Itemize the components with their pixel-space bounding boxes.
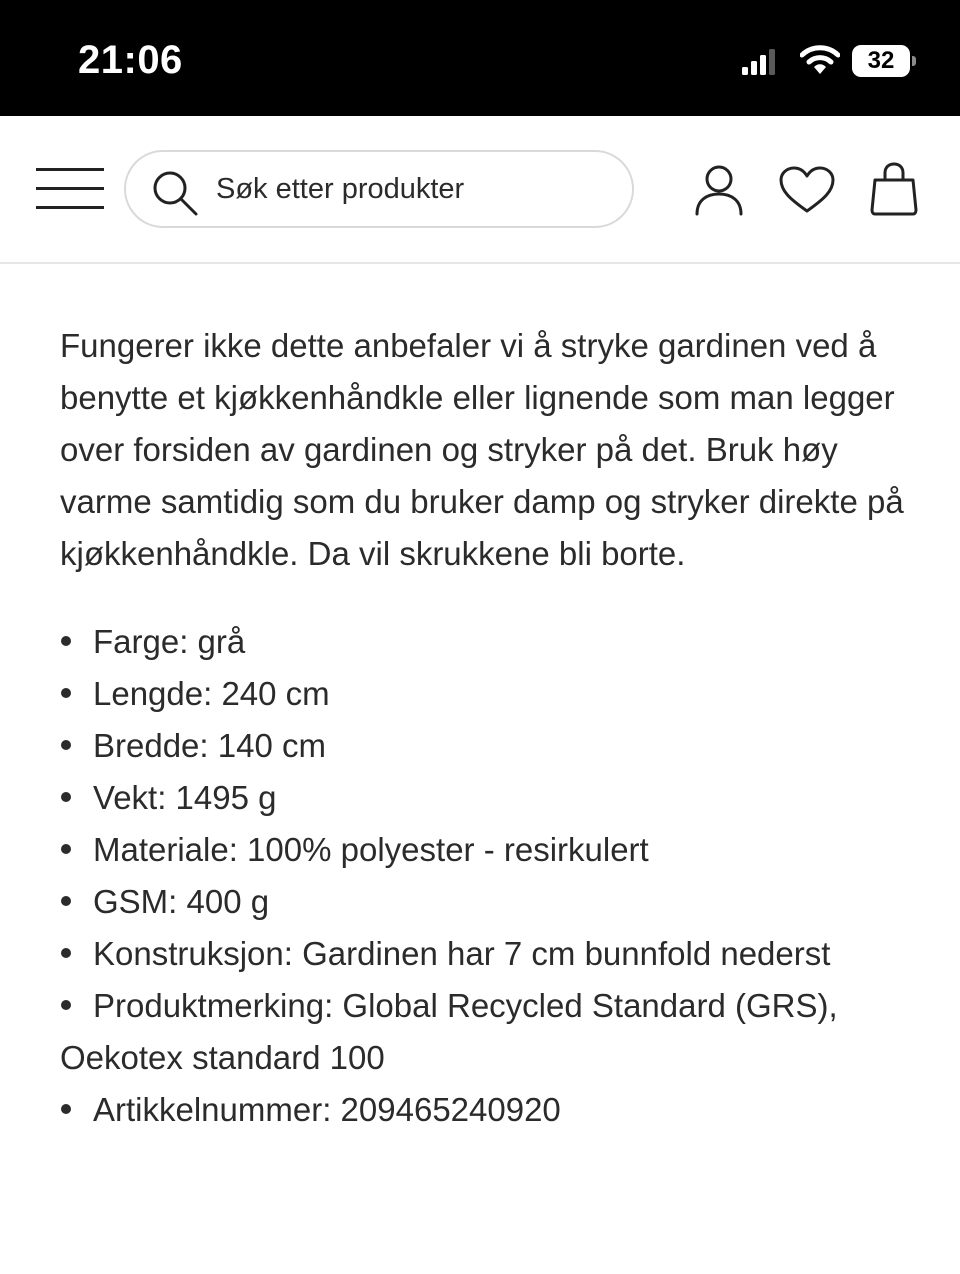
status-time: 21:06 — [78, 38, 183, 82]
spec-item-material — [60, 824, 920, 876]
wifi-icon — [800, 44, 840, 76]
signal-icon — [742, 49, 776, 75]
bullet-icon — [61, 844, 71, 854]
bullet-icon — [61, 740, 71, 750]
spec-text: Vekt: 1495 g — [93, 779, 277, 816]
spec-item-construction — [60, 928, 920, 980]
hamburger-menu-icon[interactable] — [36, 168, 104, 210]
product-description: Fungerer ikke dette anbefaler vi å stryke gardinen ved å benytte et kjøkkenhåndkle eller lignende som man legger over forsiden av gardinen og stryker på det. Bruk høy varme samtidig som du bruker damp og stryker direkte på kjøkkenhåndkle. Da vil skrukkene bli borte. — [60, 327, 904, 572]
heart-icon[interactable] — [778, 166, 836, 214]
user-icon[interactable] — [694, 164, 744, 216]
battery-level: 32 — [852, 45, 910, 77]
search-input[interactable] — [216, 166, 616, 212]
spec-item-length — [60, 668, 920, 720]
spec-text: Materiale: 100% polyester - resirkulert — [93, 831, 649, 868]
spec-text: Konstruksjon: Gardinen har 7 cm bunnfold nederst — [93, 935, 831, 972]
search-bar[interactable] — [124, 150, 634, 228]
product-spec-list — [60, 616, 920, 1136]
spec-text: Lengde: 240 cm — [93, 675, 330, 712]
product-details — [60, 320, 920, 1136]
spec-text: Farge: grå — [93, 623, 246, 660]
spec-item-weight — [60, 772, 920, 824]
battery-icon — [852, 45, 916, 77]
spec-text: Artikkelnummer: 209465240920 — [93, 1091, 561, 1128]
bullet-icon — [61, 1000, 71, 1010]
bullet-icon — [61, 792, 71, 802]
bullet-icon — [61, 1104, 71, 1114]
spec-text: GSM: 400 g — [93, 883, 270, 920]
search-icon[interactable] — [150, 168, 200, 218]
spec-text: Produktmerking: Global Recycled Standard (GRS), Oekotex standard 100 — [60, 987, 838, 1076]
site-header — [0, 116, 960, 264]
bullet-icon — [61, 948, 71, 958]
spec-item-gsm — [60, 876, 920, 928]
status-bar — [0, 0, 960, 116]
bullet-icon — [61, 688, 71, 698]
spec-item-labeling — [60, 980, 920, 1084]
spec-item-width — [60, 720, 920, 772]
spec-text: Bredde: 140 cm — [93, 727, 326, 764]
battery-tip — [912, 56, 916, 66]
bullet-icon — [61, 636, 71, 646]
bullet-icon — [61, 896, 71, 906]
spec-item-article-number — [60, 1084, 920, 1136]
spec-item-color — [60, 616, 920, 668]
shopping-bag-icon[interactable] — [870, 162, 918, 216]
